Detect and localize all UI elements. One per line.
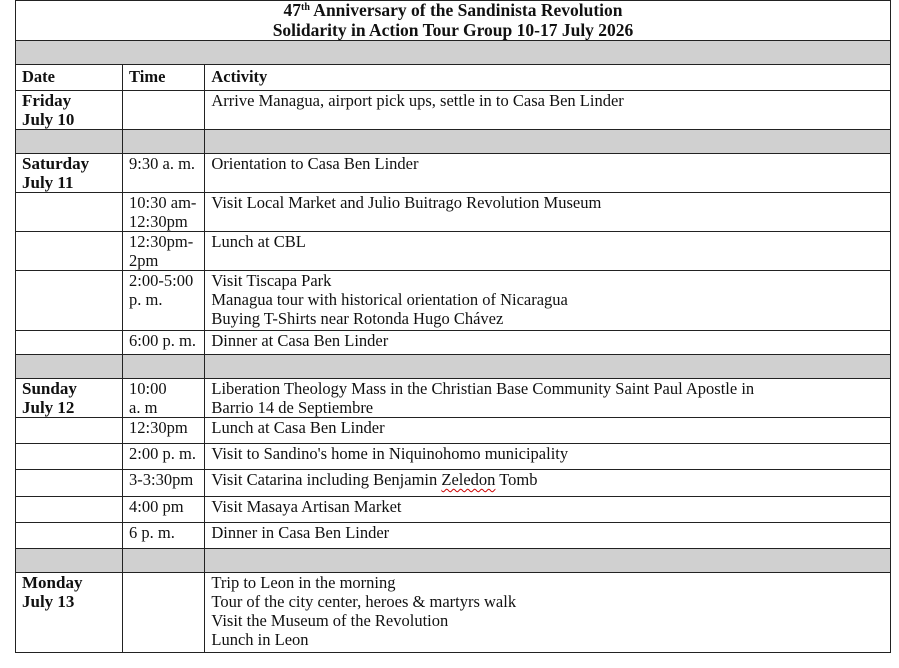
activity-line: Buying T-Shirts near Rotonda Hugo Chávez [211,309,504,328]
day-date: July 13 [22,592,75,611]
activity-line: Tour of the city center, heroes & martyrs walk [211,592,517,611]
day-name: Monday [22,573,83,592]
activity-cell [205,271,891,331]
day-cell [16,91,123,130]
time-cell [123,91,205,130]
day-name: Sunday [22,379,77,398]
time-line: 12:30pm [129,212,188,231]
separator-row [16,549,891,573]
activity-line: Trip to Leon in the morning [211,573,396,592]
time-cell [123,379,205,418]
title-superscript: th [300,2,310,13]
day-cell [16,573,123,653]
table-row [16,91,891,130]
time-cell: 3-3:30pm [123,470,205,497]
activity-line: Visit the Museum of the Revolution [211,611,449,630]
separator-row [16,41,891,65]
page-title: Anniversary of the Sandinista Revolution [309,0,623,20]
time-line: 10:30 am- [129,193,197,212]
time-cell [123,232,205,271]
time-cell [123,193,205,232]
table-row [16,232,891,271]
column-header-time: Time [123,65,205,91]
time-cell [123,271,205,331]
title-prefix: 47 [283,0,301,20]
activity-text: Visit Catarina including Benjamin [211,470,442,489]
activity-cell: Visit Local Market and Julio Buitrago Revolution Museum [205,193,891,232]
time-line: 2:00-5:00 [129,271,194,290]
day-date: July 12 [22,398,75,417]
activity-cell: Dinner at Casa Ben Linder [205,331,891,355]
activity-cell [205,470,891,497]
time-cell: 9:30 a. m. [123,154,205,193]
table-row [16,573,891,653]
page-subtitle: Solidarity in Action Tour Group 10-17 July 2026 [272,19,634,40]
day-cell [16,154,123,193]
activity-line: Barrio 14 de Septiembre [211,398,374,417]
column-header-date: Date [16,65,123,91]
table-row [16,379,891,418]
activity-cell: Lunch at Casa Ben Linder [205,418,891,444]
column-header-activity: Activity [205,65,891,91]
activity-cell: Orientation to Casa Ben Linder [205,154,891,193]
day-name: Saturday [22,154,90,173]
activity-line: Lunch in Leon [211,630,309,649]
day-name: Friday [22,91,72,110]
activity-cell: Lunch at CBL [205,232,891,271]
activity-cell: Arrive Managua, airport pick ups, settle in to Casa Ben Linder [205,91,891,130]
table-row [16,470,891,497]
activity-cell: Dinner in Casa Ben Linder [205,523,891,549]
day-date: July 10 [22,110,75,129]
activity-cell [205,573,891,653]
separator-row [16,130,891,154]
separator-row [16,355,891,379]
time-line: 12:30pm- [129,232,194,251]
table-row [16,418,891,444]
time-cell: 6 p. m. [123,523,205,549]
activity-line: Managua tour with historical orientation of Nicaragua [211,290,568,309]
time-cell: 12:30pm [123,418,205,444]
title-row [16,1,891,41]
activity-cell: Visit to Sandino's home in Niquinohomo municipality [205,444,891,470]
time-cell: 6:00 p. m. [123,331,205,355]
column-header-row [16,65,891,91]
activity-line: Liberation Theology Mass in the Christian Base Community Saint Paul Apostle in [211,379,755,398]
table-row [16,154,891,193]
itinerary-document [15,0,891,653]
day-cell [16,379,123,418]
time-line: p. m. [129,290,163,309]
time-line: 2pm [129,251,159,270]
title-cell [16,1,891,41]
table-row [16,444,891,470]
activity-line: Visit Tiscapa Park [211,271,332,290]
time-line: a. m [129,398,158,417]
activity-cell: Visit Masaya Artisan Market [205,497,891,523]
time-cell: 2:00 p. m. [123,444,205,470]
table-row [16,497,891,523]
spellcheck-underlined-word: Zeledon [441,470,496,489]
table-row [16,523,891,549]
time-cell [123,573,205,653]
time-cell: 4:00 pm [123,497,205,523]
activity-text: Tomb [495,470,538,489]
day-date: July 11 [22,173,74,192]
table-row [16,193,891,232]
time-line: 10:00 [129,379,167,398]
table-row [16,271,891,331]
itinerary-table [15,0,891,653]
activity-cell [205,379,891,418]
table-row [16,331,891,355]
